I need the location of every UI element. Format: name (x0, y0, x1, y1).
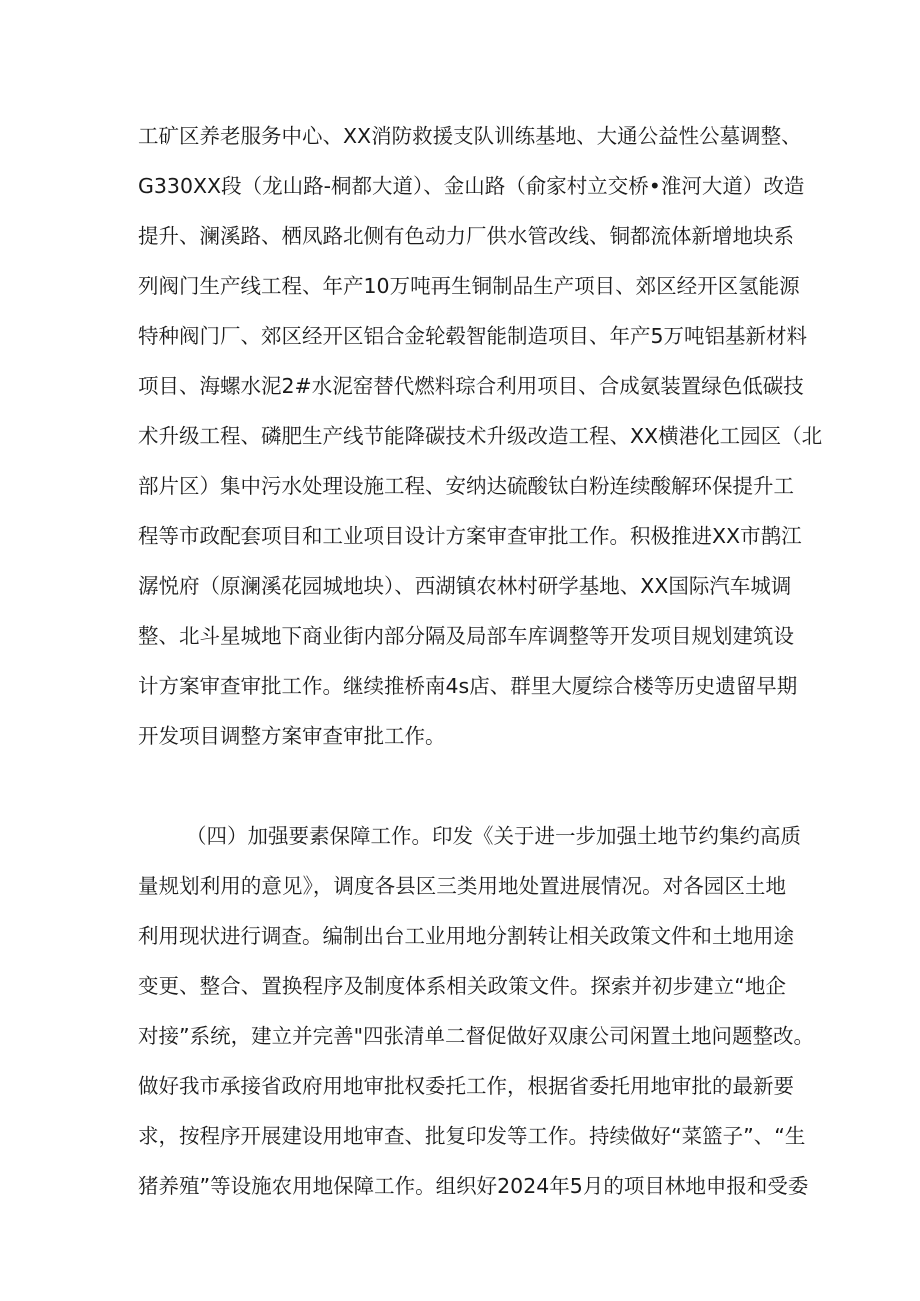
paragraph2-line: 变更、整合、置换程序及制度体系相关政策文件。探索并初步建立“地企 (138, 974, 786, 998)
paragraph1-line: 程等市政配套项目和工业项目设计方案审查审批工作。积极推进XX市鹊江 (138, 524, 802, 548)
paragraph1-line: 项目、海螺水泥2#水泥窑替代燃料琮合利用项目、合成氨装置绿色低碳技 (138, 374, 804, 398)
paragraph1-line: 列阀门生产线工程、年产10万吨再生铜制品生产项目、郊区经开区氢能源 (138, 274, 800, 298)
paragraph1-line: 提升、澜溪路、栖凤路北侧有色动力厂供水管改线、铜都流体新增地块系 (138, 224, 794, 248)
paragraph1-line: 特种阀门厂、郊区经开区铝合金轮毂智能制造项目、年产5万吨铝基新材料 (138, 324, 808, 348)
paragraph2-line: （四）加强要素保障工作。印发《关于进一步加强土地节约集约高质 (186, 824, 801, 848)
paragraph2-line: 利用现状进行调查。编制出台工业用地分割转让相关政策文件和土地用途 (138, 924, 794, 948)
paragraph2-line: 量规划利用的意见》，调度各县区三类用地处置进展情况。对各园区土地 (138, 874, 786, 898)
paragraph2-line: 猪养殖”等设施农用地保障工作。组织好2024年5月的项目林地申报和受委 (138, 1174, 809, 1198)
paragraph1-line: 工矿区养老服务中心、XX消防救援支队训练基地、大通公益性公墓调整、 (138, 124, 802, 148)
paragraph2-line: 对接”系统，建立并完善"四张清单二督促做好双康公司闲置土地问题整改。 (138, 1024, 815, 1048)
paragraph1-line: 整、北斗星城地下商业街内部分隔及局部车库调整等开发项目规划建筑设 (138, 624, 794, 648)
paragraph2-line: 做好我市承接省政府用地审批权委托工作，根据省委托用地审批的最新要 (138, 1074, 794, 1098)
paragraph1-line: 术升级工程、磷肥生产线节能降碳技术升级改造工程、XX横港化工园区（北 (138, 424, 823, 448)
paragraph1-line: 部片区）集中污水处理设施工程、安纳达硫酸钛白粉连续酸解环保提升工 (138, 474, 794, 498)
paragraph1-line: 计方案审查审批工作。继续推桥南4s店、群里大厦综合楼等历史遗留早期 (138, 674, 798, 698)
paragraph1-line: 潺悦府（原澜溪花园城地块）、西湖镇农林村研学基地、XX国际汽车城调 (138, 574, 792, 598)
paragraph1-line: 开发项目调整方案审查审批工作。 (138, 724, 446, 748)
paragraph1-line: G330XX段（龙山路-桐都大道）、金山路（俞家村立交桥•淮河大道）改造 (138, 174, 805, 198)
paragraph2-line: 求，按程序开展建设用地审查、批复印发等工作。持续做好“菜篮子”、“生 (138, 1124, 806, 1148)
